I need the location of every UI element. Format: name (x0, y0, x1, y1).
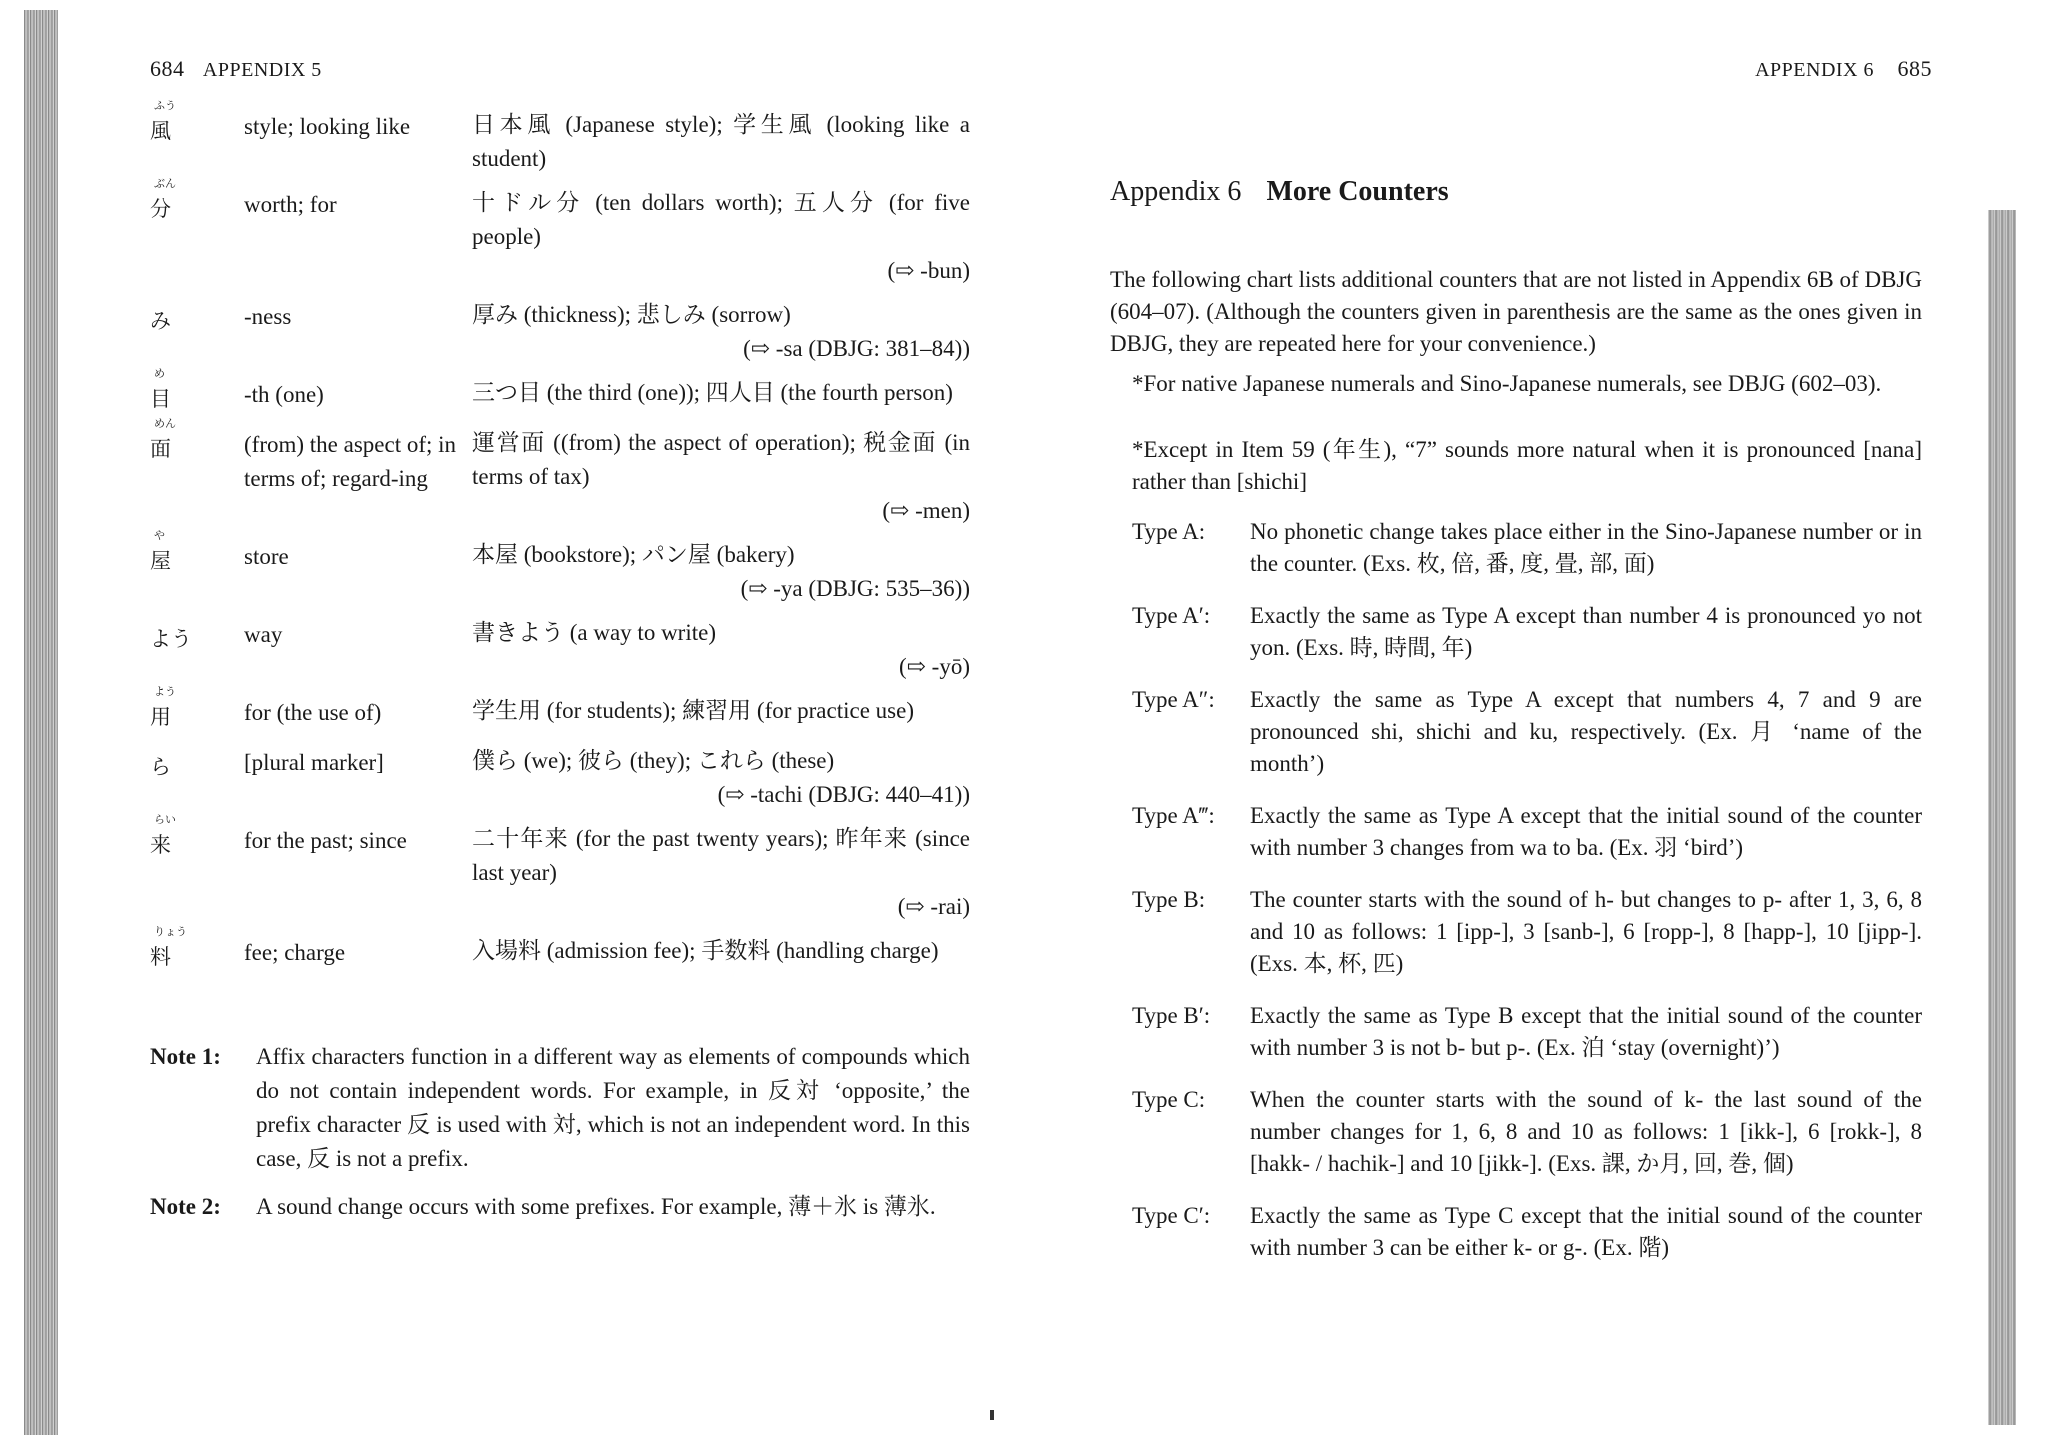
left-page-edge (24, 10, 58, 1435)
affix-entry (150, 367, 970, 416)
entry-example: 二十年来 (for the past twenty years); 昨年来 (since last year) (472, 826, 970, 885)
counter-type (1132, 600, 1922, 664)
affix-entry (150, 813, 970, 924)
note-label: Note 2: (150, 1194, 221, 1219)
entry-kanji: 分 (150, 197, 171, 221)
entry-cross-reference: (⇨ -men) (882, 498, 970, 523)
affix-entry (150, 925, 970, 974)
entry-kanji: 目 (150, 387, 171, 411)
entry-gloss: store (244, 544, 289, 569)
entry-ruby: や (154, 529, 165, 542)
entry-cross-reference: (⇨ -ya (DBJG: 535–36)) (740, 576, 970, 601)
affix-entry (150, 529, 970, 606)
type-description: Exactly the same as Type C except that the initial sound of the counter with number 3 can be either k- or g-. (Ex. 階) (1250, 1203, 1922, 1260)
entry-cross-reference: (⇨ -rai) (897, 894, 970, 919)
affix-entry (150, 298, 970, 366)
entry-example: 三つ目 (the third (one)); 四人目 (the fourth person) (472, 380, 953, 405)
right-page-number: 685 (1897, 56, 1932, 81)
counter-type (1132, 884, 1922, 980)
entry-gloss: way (244, 622, 283, 647)
counter-type (1132, 516, 1922, 580)
type-description: Exactly the same as Type A except that the initial sound of the counter with number 3 changes from wa to ba. (Ex. 羽 ‘bird’) (1250, 803, 1922, 860)
affix-entry (150, 744, 970, 812)
footnote-seven: *Except in Item 59 (年生), “7” sounds more natural when it is pronounced [nana] rather than [shichi] (1132, 437, 1922, 494)
affix-entry (150, 99, 970, 176)
type-description: When the counter starts with the sound of k- the last sound of the number changes for 1, 6, 8 and 10 as follows: 1 [ikk-], 6 [rokk-], 8 [hakk- / hachik-] and 10 [jikk-]. (Exs. 課, か月, 回, 巻, 個) (1250, 1087, 1922, 1176)
type-label: Type C′: (1132, 1203, 1211, 1228)
note-text: A sound change occurs with some prefixes. For example, 薄＋氷 is 薄氷. (256, 1194, 936, 1219)
left-running-head (150, 56, 322, 82)
counter-type (1132, 1200, 1922, 1264)
left-page-number: 684 (150, 56, 185, 81)
type-label: Type A′: (1132, 603, 1211, 628)
entry-ruby: めん (154, 417, 176, 430)
affix-entry (150, 417, 970, 528)
left-page (150, 0, 970, 1427)
counter-type (1132, 800, 1922, 864)
type-label: Type A‴: (1132, 803, 1215, 828)
type-label: Type A″: (1132, 687, 1215, 712)
entry-example: 日本風 (Japanese style); 学生風 (looking like a student) (472, 112, 970, 171)
entry-cross-reference: (⇨ -bun) (887, 258, 970, 283)
left-running-head-text: APPENDIX 5 (202, 59, 322, 81)
entry-kanji: 用 (150, 705, 171, 729)
notes-section (150, 1040, 970, 1238)
entry-gloss: style; looking like (244, 114, 411, 139)
footnote-numerals: *For native Japanese numerals and Sino-Japanese numerals, see DBJG (602–03). (1132, 371, 1882, 396)
type-label: Type B′: (1132, 1003, 1211, 1028)
entry-gloss: for the past; since (244, 828, 407, 853)
type-label: Type A: (1132, 519, 1206, 544)
entry-kanji: み (150, 309, 171, 333)
counter-type (1132, 1000, 1922, 1064)
type-description: Exactly the same as Type A except that numbers 4, 7 and 9 are pronounced shi, shichi and ku, respectively. (Ex. 月 ‘name of the month’) (1250, 687, 1922, 776)
type-description: Exactly the same as Type B except that the initial sound of the counter with number 3 is not b- but p-. (Ex. 泊 ‘stay (overnight)’) (1250, 1003, 1922, 1060)
appendix-number: Appendix 6 (1110, 176, 1242, 207)
affix-entry-list (150, 99, 970, 984)
entry-example: 僕ら (we); 彼ら (they); これら (these) (472, 748, 835, 773)
entry-gloss: -ness (244, 304, 292, 329)
entry-example: 入場料 (admission fee); 手数料 (handling charge) (472, 938, 939, 963)
entry-example: 十ドル分 (ten dollars worth); 五人分 (for five people) (472, 190, 970, 249)
entry-cross-reference: (⇨ -sa (DBJG: 381–84)) (743, 336, 970, 361)
appendix-title (1110, 176, 1449, 208)
note-text: Affix characters function in a different way as elements of compounds which do not contain independent words. For example, in 反対 ‘opposite,’ the prefix character 反 is used with 対, which is not an independent word. In this case, 反 is not a prefix. (256, 1044, 970, 1171)
entry-kanji: 料 (150, 945, 171, 969)
entry-kanji: 風 (150, 119, 171, 143)
note (150, 1040, 970, 1176)
appendix-heading: More Counters (1266, 176, 1449, 207)
type-description: The counter starts with the sound of h- but changes to p- after 1, 3, 6, 8 and 10 as follows: 1 [ipp-], 3 [sanb-], 6 [ropp-], 8 [happ-], 10 [jipp-]. (Exs. 本, 杯, 匹) (1250, 887, 1922, 976)
right-page-edge (1988, 210, 2016, 1425)
counter-type (1132, 684, 1922, 780)
type-label: Type B: (1132, 887, 1206, 912)
right-running-head (1755, 56, 1932, 82)
right-page (1110, 0, 1932, 1427)
affix-entry (150, 685, 970, 734)
entry-example: 運営面 ((from) the aspect of operation); 税金面 (in terms of tax) (472, 430, 970, 489)
type-label: Type C: (1132, 1087, 1206, 1112)
entry-gloss: [plural marker] (244, 750, 384, 775)
entry-ruby: よう (154, 685, 176, 698)
entry-example: 書きよう (a way to write) (472, 620, 716, 645)
entry-cross-reference: (⇨ -yō) (899, 654, 970, 679)
entry-gloss: for (the use of) (244, 700, 382, 725)
entry-kanji: 来 (150, 833, 171, 857)
counter-type (1132, 1084, 1922, 1180)
entry-kanji: ら (150, 755, 171, 779)
entry-gloss: -th (one) (244, 382, 324, 407)
right-running-head-text: APPENDIX 6 (1755, 59, 1874, 81)
note-label: Note 1: (150, 1044, 221, 1069)
entry-kanji: 面 (150, 437, 171, 461)
entry-example: 本屋 (bookstore); パン屋 (bakery) (472, 542, 795, 567)
entry-ruby: め (154, 367, 165, 380)
intro-paragraph: The following chart lists additional counters that are not listed in Appendix 6B of DBJG (604–07). (Although the counters given in parenthesis are the same as the ones given in DBJG, they are repeated here for your convenience.) (1110, 267, 1922, 356)
entry-example: 学生用 (for students); 練習用 (for practice use) (472, 698, 914, 723)
entry-cross-reference: (⇨ -tachi (DBJG: 440–41)) (717, 782, 970, 807)
gutter-mark (990, 1410, 994, 1420)
entry-ruby: ぶん (154, 177, 176, 190)
type-description: Exactly the same as Type A except than number 4 is pronounced yo not yon. (Exs. 時, 時間, 年) (1250, 603, 1922, 660)
counter-type-list (1132, 516, 1922, 1284)
entry-ruby: らい (154, 813, 176, 826)
entry-ruby: ふう (154, 99, 176, 112)
entry-gloss: worth; for (244, 192, 337, 217)
affix-entry (150, 616, 970, 684)
type-description: No phonetic change takes place either in the Sino-Japanese number or in the counter. (Exs. 枚, 倍, 番, 度, 畳, 部, 面) (1250, 519, 1922, 576)
entry-gloss: fee; charge (244, 940, 346, 965)
affix-entry (150, 177, 970, 288)
entry-example: 厚み (thickness); 悲しみ (sorrow) (472, 302, 791, 327)
entry-kanji: 屋 (150, 549, 171, 573)
entry-ruby: りょう (154, 925, 187, 938)
entry-gloss: (from) the aspect of; in terms of; regard-ing (244, 432, 457, 491)
entry-kanji: よう (150, 627, 192, 651)
note (150, 1190, 970, 1224)
